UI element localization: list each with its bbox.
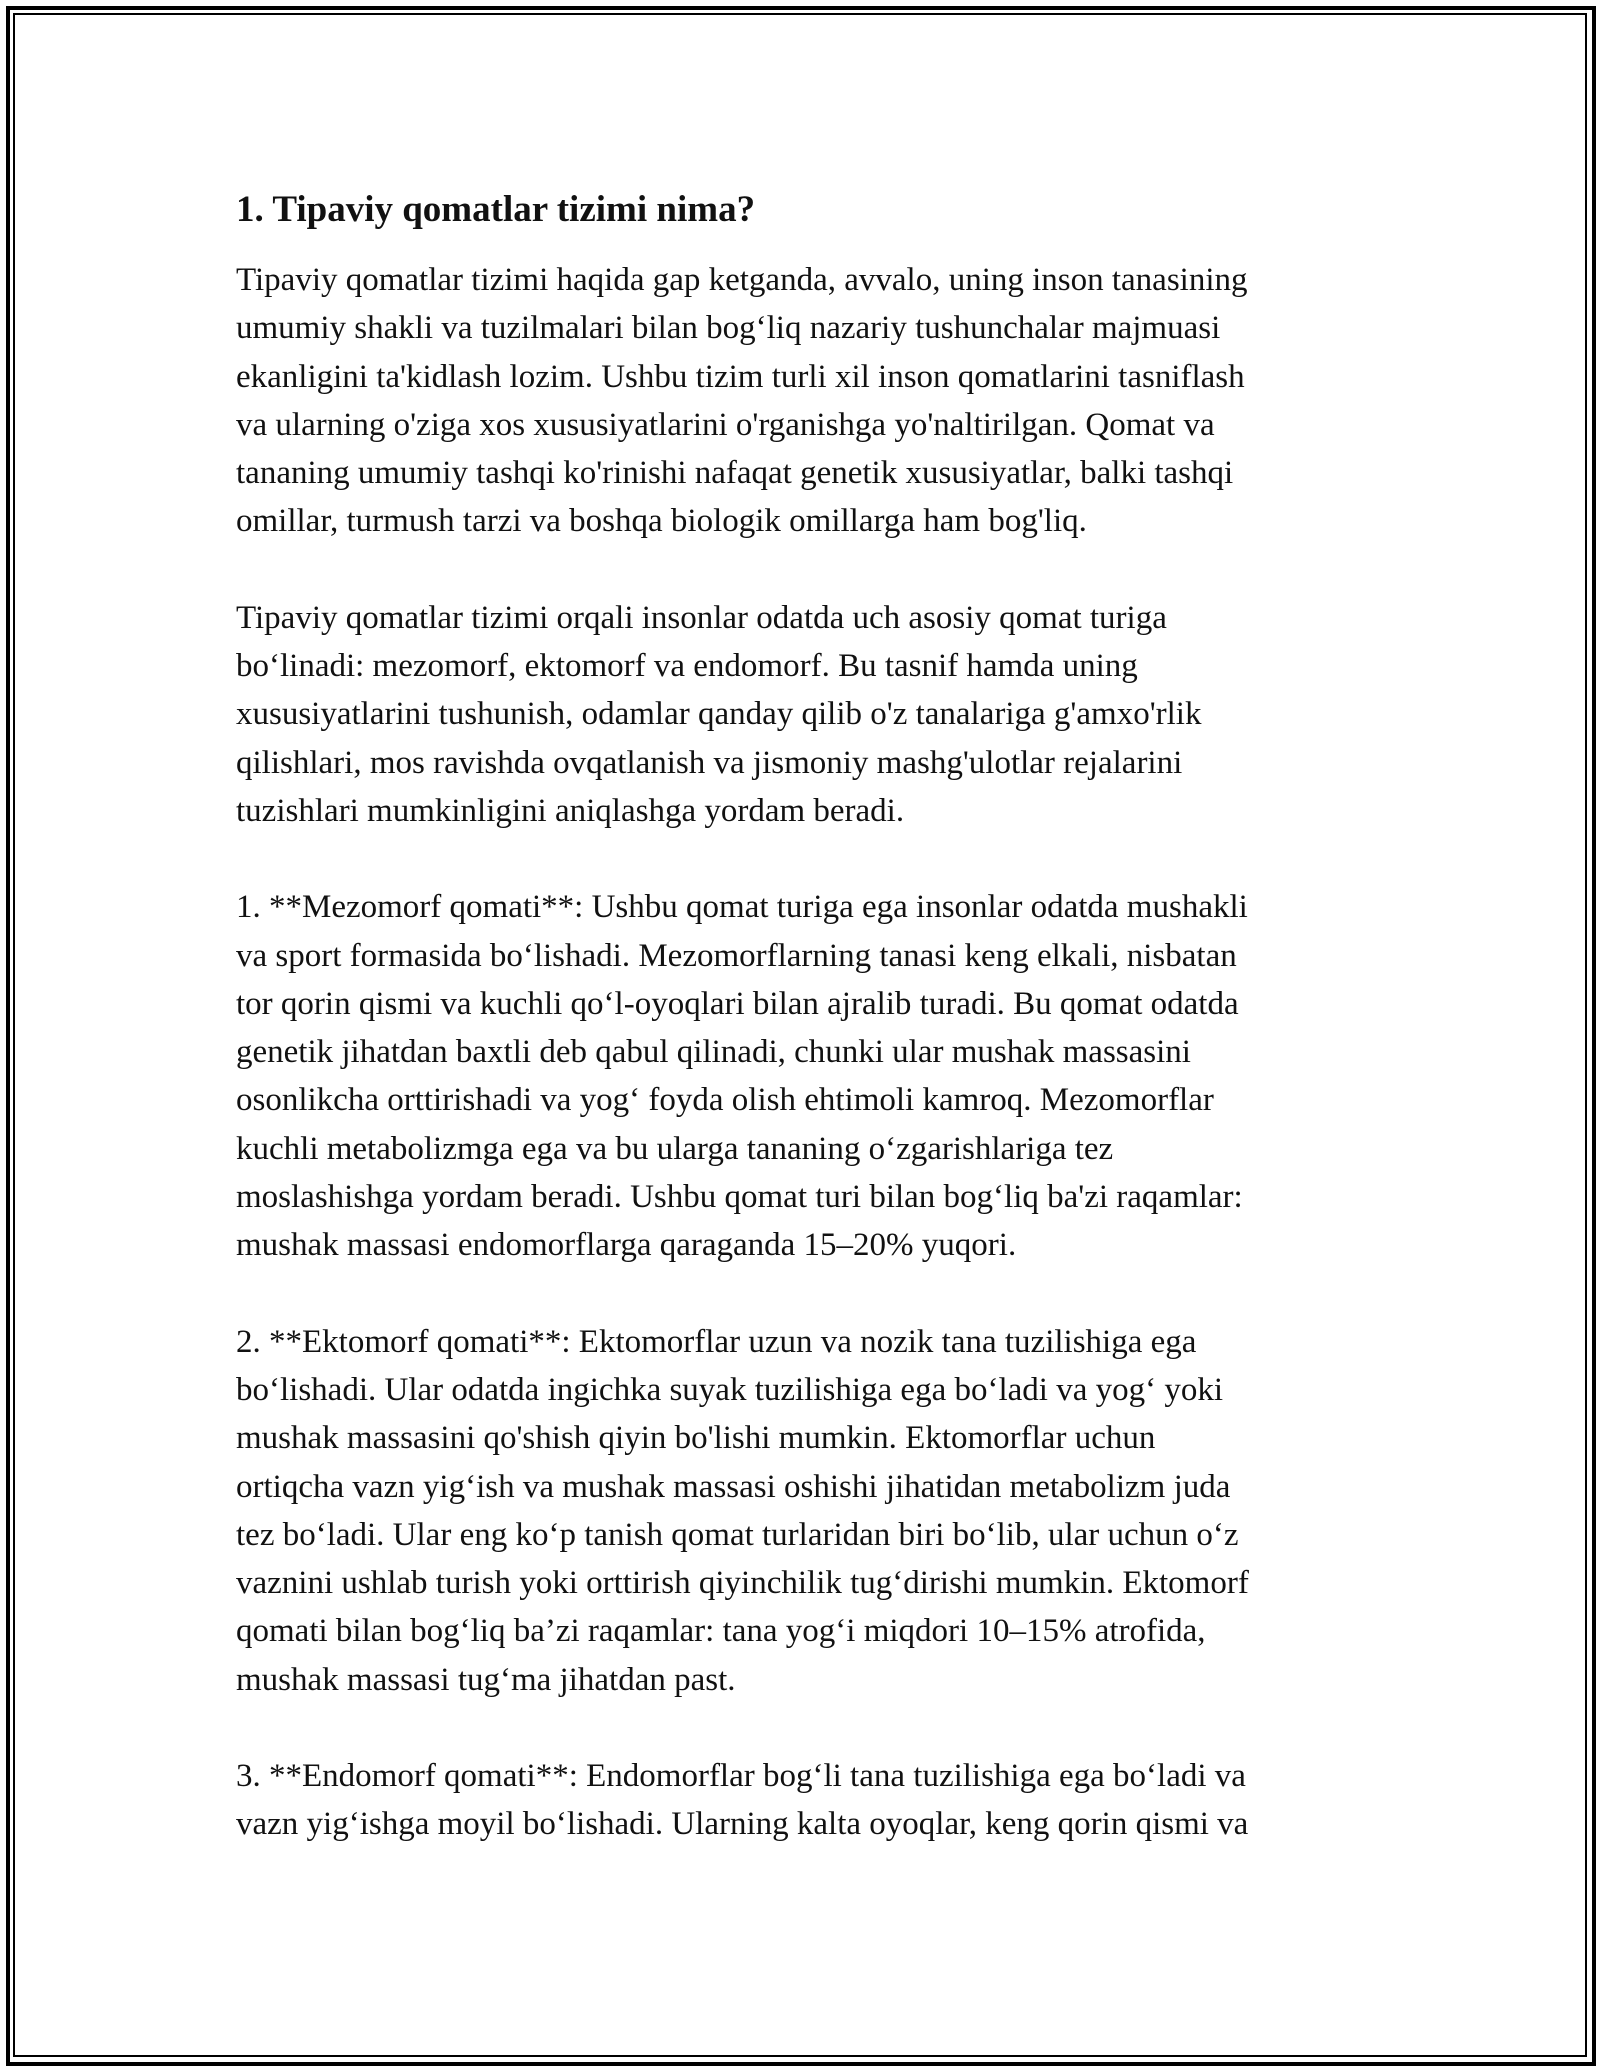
text-line: qomati bilan bog‘liq ba’zi raqamlar: tana yog‘i miqdori 10–15% atrofida, — [236, 1613, 1206, 1650]
text-line: osonlikcha orttirishadi va yog‘ foyda olish ehtimoli kamroq. Mezomorflar — [236, 1082, 1214, 1119]
document-body — [236, 186, 1376, 1897]
text-line: vaznini ushlab turish yoki orttirish qiyinchilik tug‘dirishi mumkin. Ektomorf — [236, 1565, 1249, 1602]
text-line: moslashishga yordam beradi. Ushbu qomat turi bilan bog‘liq ba'zi raqamlar: — [236, 1179, 1243, 1216]
text-line: ortiqcha vazn yig‘ish va mushak massasi oshishi jihatidan metabolizm juda — [236, 1468, 1231, 1505]
paragraph-endomorph — [236, 1752, 1376, 1849]
text-line: kuchli metabolizmga ega va bu ularga tananing o‘zgarishlariga tez — [236, 1130, 1114, 1167]
text-line: Tipaviy qomatlar tizimi orqali insonlar odatda uch asosiy qomat turiga — [236, 599, 1167, 636]
paragraph-intro — [236, 256, 1376, 546]
text-line: qilishlari, mos ravishda ovqatlanish va jismoniy mashg'ulotlar rejalarini — [236, 744, 1183, 781]
text-line: va sport formasida bo‘lishadi. Mezomorflarning tanasi keng elkali, nisbatan — [236, 937, 1237, 974]
text-line: mushak massasini qo'shish qiyin bo'lishi mumkin. Ektomorflar uchun — [236, 1420, 1156, 1457]
section-heading: 1. Tipaviy qomatlar tizimi nima? — [236, 189, 756, 230]
text-line: 3. **Endomorf qomati**: Endomorflar bog‘li tana tuzilishiga ega bo‘ladi va — [236, 1758, 1246, 1795]
text-line: xususiyatlarini tushunish, odamlar qanday qilib o'z tanalariga g'amxo'rlik — [236, 696, 1202, 733]
text-line: 2. **Ektomorf qomati**: Ektomorflar uzun va nozik tana tuzilishiga ega — [236, 1323, 1197, 1360]
paragraph-ectomorph — [236, 1318, 1376, 1704]
text-line: vazn yig‘ishga moyil bo‘lishadi. Ularning kalta oyoqlar, keng qorin qismi va — [236, 1806, 1249, 1843]
text-line: Tipaviy qomatlar tizimi haqida gap ketganda, avvalo, uning inson tanasining — [236, 262, 1248, 298]
text-line: tananing umumiy tashqi ko'rinishi nafaqat genetik xususiyatlar, balki tashqi — [236, 455, 1234, 492]
text-line: genetik jihatdan baxtli deb qabul qilinadi, chunki ular mushak massasini — [236, 1034, 1191, 1071]
text-line: 1. **Mezomorf qomati**: Ushbu qomat turiga ega insonlar odatda mushakli — [236, 889, 1248, 926]
text-line: ekanligini ta'kidlash lozim. Ushbu tizim turli xil inson qomatlarini tasniflash — [236, 358, 1245, 395]
text-line: tor qorin qismi va kuchli qo‘l-oyoqlari bilan ajralib turadi. Bu qomat odatda — [236, 985, 1239, 1022]
text-line: va ularning o'ziga xos xususiyatlarini o'rganishga yo'naltirilgan. Qomat va — [236, 406, 1215, 443]
text-line: tez bo‘ladi. Ular eng ko‘p tanish qomat turlaridan biri bo‘lib, ular uchun o‘z — [236, 1516, 1239, 1553]
text-line: bo‘linadi: mezomorf, ektomorf va endomorf. Bu tasnif hamda uning — [236, 648, 1138, 685]
text-line: mushak massasi tug‘ma jihatdan past. — [236, 1661, 736, 1698]
paragraph-classification — [236, 594, 1376, 835]
text-line: omillar, turmush tarzi va boshqa biologik omillarga ham bog'liq. — [236, 503, 1087, 540]
paragraph-mesomorph — [236, 883, 1376, 1269]
text-line: mushak massasi endomorflarga qaraganda 15–20% yuqori. — [236, 1227, 1017, 1264]
text-line: bo‘lishadi. Ular odatda ingichka suyak tuzilishiga ega bo‘ladi va yog‘ yoki — [236, 1371, 1224, 1408]
text-line: tuzishlari mumkinligini aniqlashga yordam beradi. — [236, 792, 905, 829]
text-line: umumiy shakli va tuzilmalari bilan bog‘liq nazariy tushunchalar majmuasi — [236, 310, 1221, 347]
